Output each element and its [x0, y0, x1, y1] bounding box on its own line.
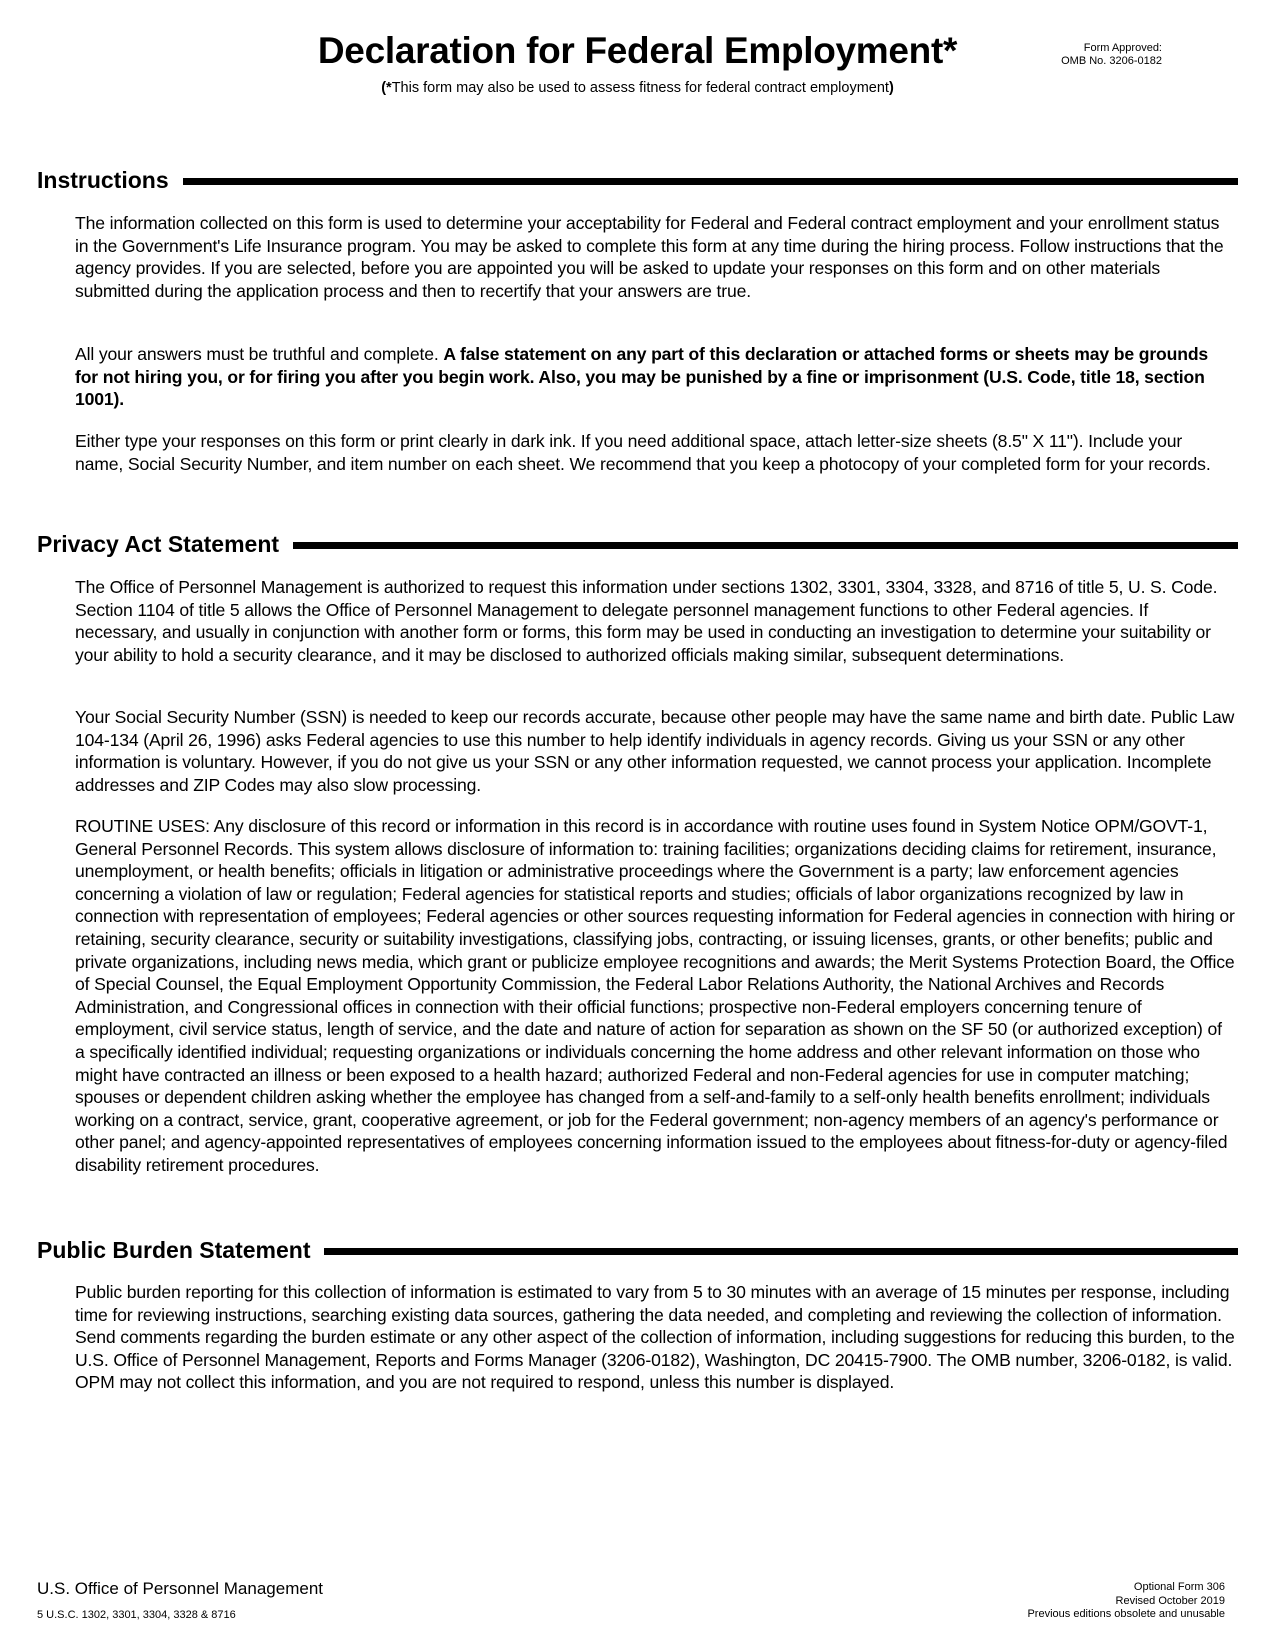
footer-revision: Revised October 2019: [1115, 1594, 1225, 1607]
omb-line-1: Form Approved:: [1083, 42, 1162, 54]
subtitle-close: ): [888, 80, 894, 96]
privacy-paragraph-2: Your Social Security Number (SSN) is needed to keep our records accurate, because other people may have the same name and birth date. Public Law 104-134 (April 26, 1996) asks Federal agencies to use this number to help identify individuals in agency records. Giving us your SSN or any other information is voluntary. However, if you do not give us your SSN or any other information requested, we cannot process your application. Incomplete addresses and ZIP Codes may also slow processing.: [75, 707, 1235, 795]
section-heading: Privacy Act Statement: [37, 530, 280, 557]
routine-uses-paragraph: ROUTINE USES: Any disclosure of this record or information in this record is in accordance with routine uses found in System Notice OPM/GOVT-1, General Personnel Records. This system allows disclosure of information to: training facilities; organizations deciding claims for retirement, insurance, unemployment, or health benefits; officials in litigation or administrative proceedings where the Government is a party; law enforcement agencies concerning a violation of law or regulation; Federal agencies for statistical reports and studies; officials of labor organizations recognized by law in connection with representation of employees; Federal agencies or other sources requesting information for Federal agencies in connection with hiring or retaining, security clearance, security or suitability investigations, classifying jobs, contracting, or issuing licenses, grants, or other benefits; public and private organizations, including news media, which grant or publicize employee recognitions and awards; the Merit Systems Protection Board, the Office of Special Counsel, the Equal Employment Opportunity Commission, the Federal Labor Relations Authority, the National Archives and Records Administration, and Congressional offices in connection with their official functions; prospective non-Federal employers concerning tenure of employment, civil service status, length of service, and the date and nature of action for separation as shown on the SF 50 (or authorized exception) of a specifically identified individual; requesting organizations or individuals concerning the home address and other relevant information on those who might have contracted an illness or been exposed to a health hazard; authorized Federal and non-Federal agencies for use in computer matching; spouses or dependent children asking whether the employee has changed from a self-and-family to a self-only health benefits enrollment; individuals working on a contract, service, grant, cooperative agreement, or job for the Federal government; non-agency members of an agency's performance or other panel; and agency-appointed representatives of employees concerning information issued to the employees about fitness-for-duty or agency-filed disability retirement procedures.: [75, 816, 1235, 1175]
section-rule: [324, 1248, 1238, 1255]
section-header-instructions: [37, 166, 1238, 194]
instructions-paragraph-2: [75, 343, 1235, 411]
section-header-privacy: [37, 530, 1238, 558]
footer-form-info: [1027, 1581, 1225, 1622]
section-heading: Public Burden Statement: [37, 1236, 311, 1263]
section-header-burden: [37, 1236, 1238, 1264]
section-rule: [293, 542, 1238, 549]
page-subtitle: [0, 80, 1275, 96]
burden-paragraph: Public burden reporting for this collection of information is estimated to vary from 5 to 30 minutes with an average of 15 minutes per response, including time for reviewing instructions, searching existing data sources, gathering the data needed, and completing and reviewing the collection of information. Send comments regarding the burden estimate or any other aspect of the collection of information, including suggestions for reducing this burden, to the U.S. Office of Personnel Management, Reports and Forms Manager (3206-0182), Washington, DC 20415-7900. The OMB number, 3206-0182, is valid. OPM may not collect this information, and you are not required to respond, unless this number is displayed.: [75, 1282, 1235, 1393]
section-heading: Instructions: [37, 166, 169, 193]
subtitle-open: (*: [381, 80, 392, 96]
instructions-paragraph-1: The information collected on this form is used to determine your acceptability for Federal and Federal contract employment and your enrollment status in the Government's Life Insurance program. You may be asked to complete this form at any time during the hiring process. Follow instructions that the agency provides. If you are selected, before you are appointed you will be asked to update your responses on this form and on other materials submitted during the application process and then to recertify that your answers are true.: [75, 213, 1224, 301]
section-rule: [183, 178, 1238, 185]
omb-approval: [1061, 42, 1162, 68]
footer-agency: U.S. Office of Personnel Management: [37, 1579, 324, 1598]
subtitle-text: This form may also be used to assess fitness for federal contract employment: [391, 80, 889, 96]
instructions-p2-plain: All your answers must be truthful and complete.: [75, 344, 444, 364]
instructions-paragraph-3: Either type your responses on this form or print clearly in dark ink. If you need additional space, attach letter-size sheets (8.5" X 11"). Include your name, Social Security Number, and item number on each sheet. We recommend that you keep a photocopy of your completed form for your records.: [75, 431, 1211, 474]
privacy-paragraph-1: The Office of Personnel Management is authorized to request this information under sections 1302, 3301, 3304, 3328, and 8716 of title 5, U. S. Code. Section 1104 of title 5 allows the Office of Personnel Management to delegate personnel management functions to other Federal agencies. If necessary, and usually in conjunction with another form or forms, this form may be used in conducting an investigation to determine your suitability or your ability to hold a security clearance, and it may be disclosed to authorized officials making similar, subsequent determinations.: [75, 577, 1218, 665]
footer-authority: 5 U.S.C. 1302, 3301, 3304, 3328 & 8716: [37, 1609, 236, 1621]
false-statement-warning: A false statement on any part of this declaration or attached forms or sheets may be grounds for not hiring you, or for firing you after you begin work. Also, you may be punished by a fine or imprisonment (U.S. Code, title 18, section 1001).: [75, 344, 1209, 410]
footer-notice: Previous editions obsolete and unusable: [1027, 1608, 1225, 1620]
footer-form-name: Optional Form 306: [1133, 1581, 1225, 1593]
page-title: Declaration for Federal Employment*: [317, 30, 958, 71]
omb-line-2: OMB No. 3206-0182: [1061, 55, 1162, 67]
